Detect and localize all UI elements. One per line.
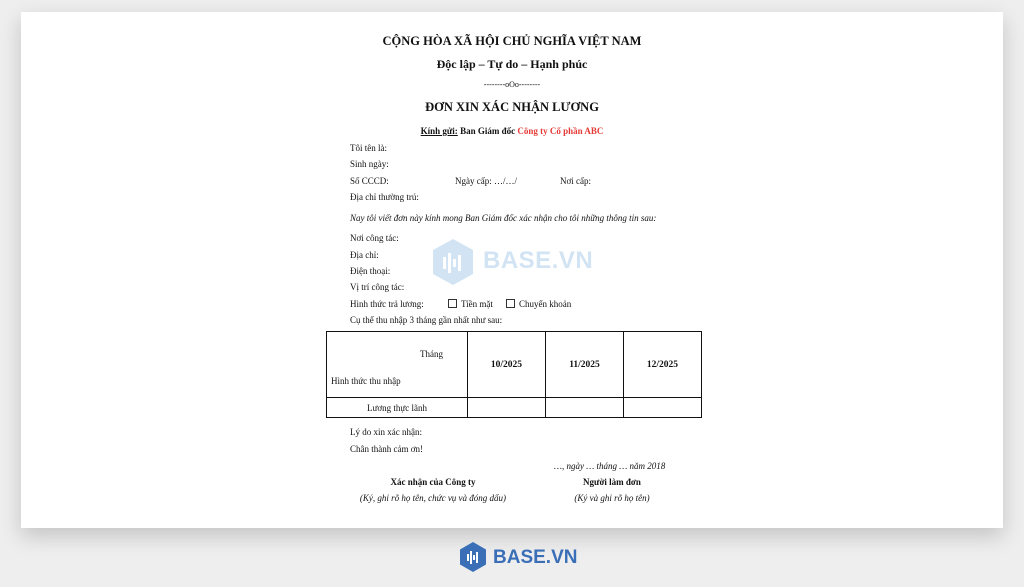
field-position: Vị trí công tác: xyxy=(350,282,405,292)
base-hexagon-icon xyxy=(459,541,487,573)
applicant-note: (Ký và ghi rõ họ tên) xyxy=(574,493,650,503)
field-id-number: Số CCCD: xyxy=(350,176,389,186)
recipient-line xyxy=(21,126,1003,137)
recipient-company: Công ty Cổ phần ABC xyxy=(517,126,604,136)
row-label: Lương thực lãnh xyxy=(327,398,468,418)
field-workplace: Nơi công tác: xyxy=(350,233,399,243)
field-name: Tôi tên là: xyxy=(350,143,387,153)
reason-label: Lý do xin xác nhận: xyxy=(350,427,422,437)
table-header-row xyxy=(327,332,702,398)
field-payment-method: Hình thức trả lương: xyxy=(350,299,424,309)
header-type-label: Hình thức thu nhập xyxy=(331,376,401,386)
table-cell[interactable] xyxy=(468,398,546,418)
base-watermark xyxy=(431,237,601,287)
company-confirm-title: Xác nhận của Công ty xyxy=(390,477,476,487)
recipient-text: Ban Giám đốc xyxy=(460,126,516,136)
watermark-text: BASE.VN xyxy=(483,247,594,274)
header-separator: --------oOo-------- xyxy=(483,80,541,89)
field-birth: Sinh ngày: xyxy=(350,159,389,169)
company-confirm-note: (Ký, ghi rõ họ tên, chức vụ và đóng dấu) xyxy=(359,493,507,503)
document-title: ĐƠN XIN XÁC NHẬN LƯƠNG xyxy=(425,100,599,114)
checkbox-cash[interactable] xyxy=(448,299,457,308)
national-title: CỘNG HÒA XÃ HỘI CHỦ NGHĨA VIỆT NAM xyxy=(382,34,642,48)
table-cell[interactable] xyxy=(624,398,702,418)
field-address: Địa chỉ thường trú: xyxy=(350,192,419,202)
intro-text: Nay tôi viết đơn này kính mong Ban Giám đốc xác nhận cho tôi những thông tin sau: xyxy=(350,213,657,223)
field-issue-date: Ngày cấp: …/…/ xyxy=(455,176,517,186)
header-month-label: Tháng xyxy=(420,349,443,359)
recipient-label: Kính gửi: xyxy=(420,126,458,136)
field-issue-place: Nơi cấp: xyxy=(560,176,591,186)
option-cash[interactable] xyxy=(448,299,493,310)
table-corner-cell xyxy=(327,332,468,398)
option-cash-label: Tiền mặt xyxy=(461,299,493,309)
applicant-title: Người làm đơn xyxy=(583,477,641,487)
thanks-text: Chân thành cảm ơn! xyxy=(350,444,423,454)
income-intro: Cụ thể thu nhập 3 tháng gần nhất như sau: xyxy=(350,315,503,325)
option-transfer[interactable] xyxy=(506,299,571,310)
national-motto: Độc lập – Tự do – Hạnh phúc xyxy=(436,57,588,71)
field-work-address: Địa chỉ: xyxy=(350,250,379,260)
table-row xyxy=(327,398,702,418)
month-col-2: 11/2025 xyxy=(546,332,624,398)
field-phone: Điện thoại: xyxy=(350,266,391,276)
footer-logo xyxy=(459,541,578,573)
month-col-3: 12/2025 xyxy=(624,332,702,398)
option-transfer-label: Chuyển khoản xyxy=(519,299,572,309)
date-line: …, ngày … tháng … năm 2018 xyxy=(554,461,666,471)
document-page xyxy=(21,12,1003,528)
month-col-1: 10/2025 xyxy=(468,332,546,398)
table-cell[interactable] xyxy=(546,398,624,418)
footer-brand-text: BASE.VN xyxy=(493,547,578,568)
income-table xyxy=(326,331,702,418)
base-hexagon-icon xyxy=(431,237,475,287)
checkbox-transfer[interactable] xyxy=(506,299,515,308)
